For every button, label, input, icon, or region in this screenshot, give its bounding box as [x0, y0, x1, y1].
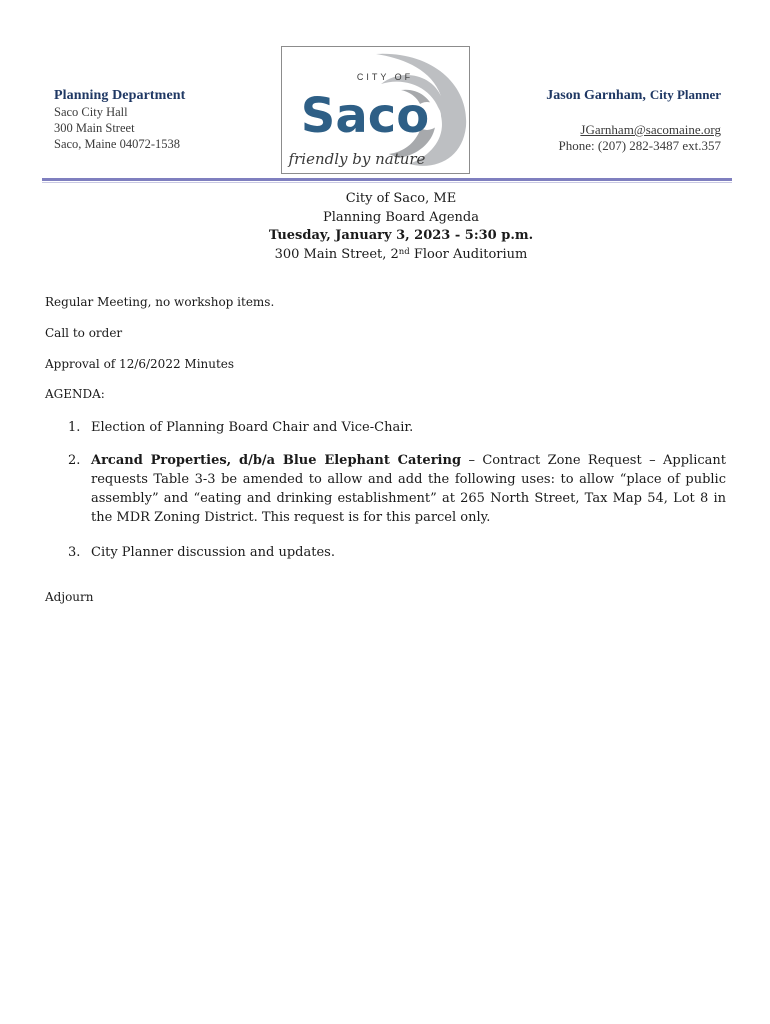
agenda-item	[66, 418, 726, 437]
header-divider	[42, 178, 732, 181]
title-board: Planning Board Agenda	[322, 209, 480, 225]
planner-contact-block	[546, 86, 721, 154]
city-of-saco-logo	[281, 46, 470, 174]
planner-email-link[interactable]: JGarnham@sacomaine.org	[580, 122, 721, 137]
agenda-item-text: Election of Planning Board Chair and Vice-Chair.	[91, 420, 414, 435]
agenda-list	[66, 418, 726, 576]
regular-meeting-note: Regular Meeting, no workshop items.	[45, 295, 275, 309]
agenda-item-number: 3.	[68, 545, 81, 560]
agenda-title-block	[0, 190, 770, 264]
agenda-item	[66, 451, 726, 527]
agenda-item-applicant: Arcand Properties, d/b/a Blue Elephant Catering	[91, 453, 462, 468]
title-date-time: Tuesday, January 3, 2023 - 5:30 p.m.	[268, 228, 534, 243]
agenda-item-number: 1.	[68, 420, 81, 435]
department-address-line: 300 Main Street	[54, 121, 135, 135]
department-address-block	[54, 88, 185, 152]
planner-phone: Phone: (207) 282-3487 ext.357	[558, 138, 721, 153]
agenda-item	[66, 543, 726, 562]
logo-tagline: friendly by nature	[288, 150, 426, 168]
title-location: 300 Main Street, 2nd Floor Auditorium	[274, 246, 528, 262]
title-city: City of Saco, ME	[345, 191, 457, 206]
department-address-line: Saco City Hall	[54, 105, 128, 119]
header-divider-shadow	[42, 182, 732, 183]
planner-title: City Planner	[649, 87, 721, 102]
logo-top-text: CITY OF	[356, 72, 414, 82]
call-to-order: Call to order	[45, 326, 123, 340]
agenda-item-text: City Planner discussion and updates.	[91, 545, 335, 560]
approval-minutes: Approval of 12/6/2022 Minutes	[45, 357, 235, 371]
department-address-line: Saco, Maine 04072-1538	[54, 137, 181, 151]
agenda-heading: AGENDA:	[45, 387, 105, 401]
agenda-item-text: – Contract Zone Request – Applicant requests Table 3-3 be amended to allow and add the following uses: to allow “place of public assembly” and “eating and drinking establishment” at 265 North Street, Tax Map 54, Lot 8 in the MDR Zoning District. This request is for this parcel only.	[91, 453, 726, 525]
adjourn: Adjourn	[45, 590, 94, 604]
agenda-item-number: 2.	[68, 453, 81, 468]
planner-name: Jason Garnham,	[546, 88, 646, 103]
department-title: Planning Department	[54, 88, 186, 103]
logo-city-name: Saco	[300, 88, 430, 144]
